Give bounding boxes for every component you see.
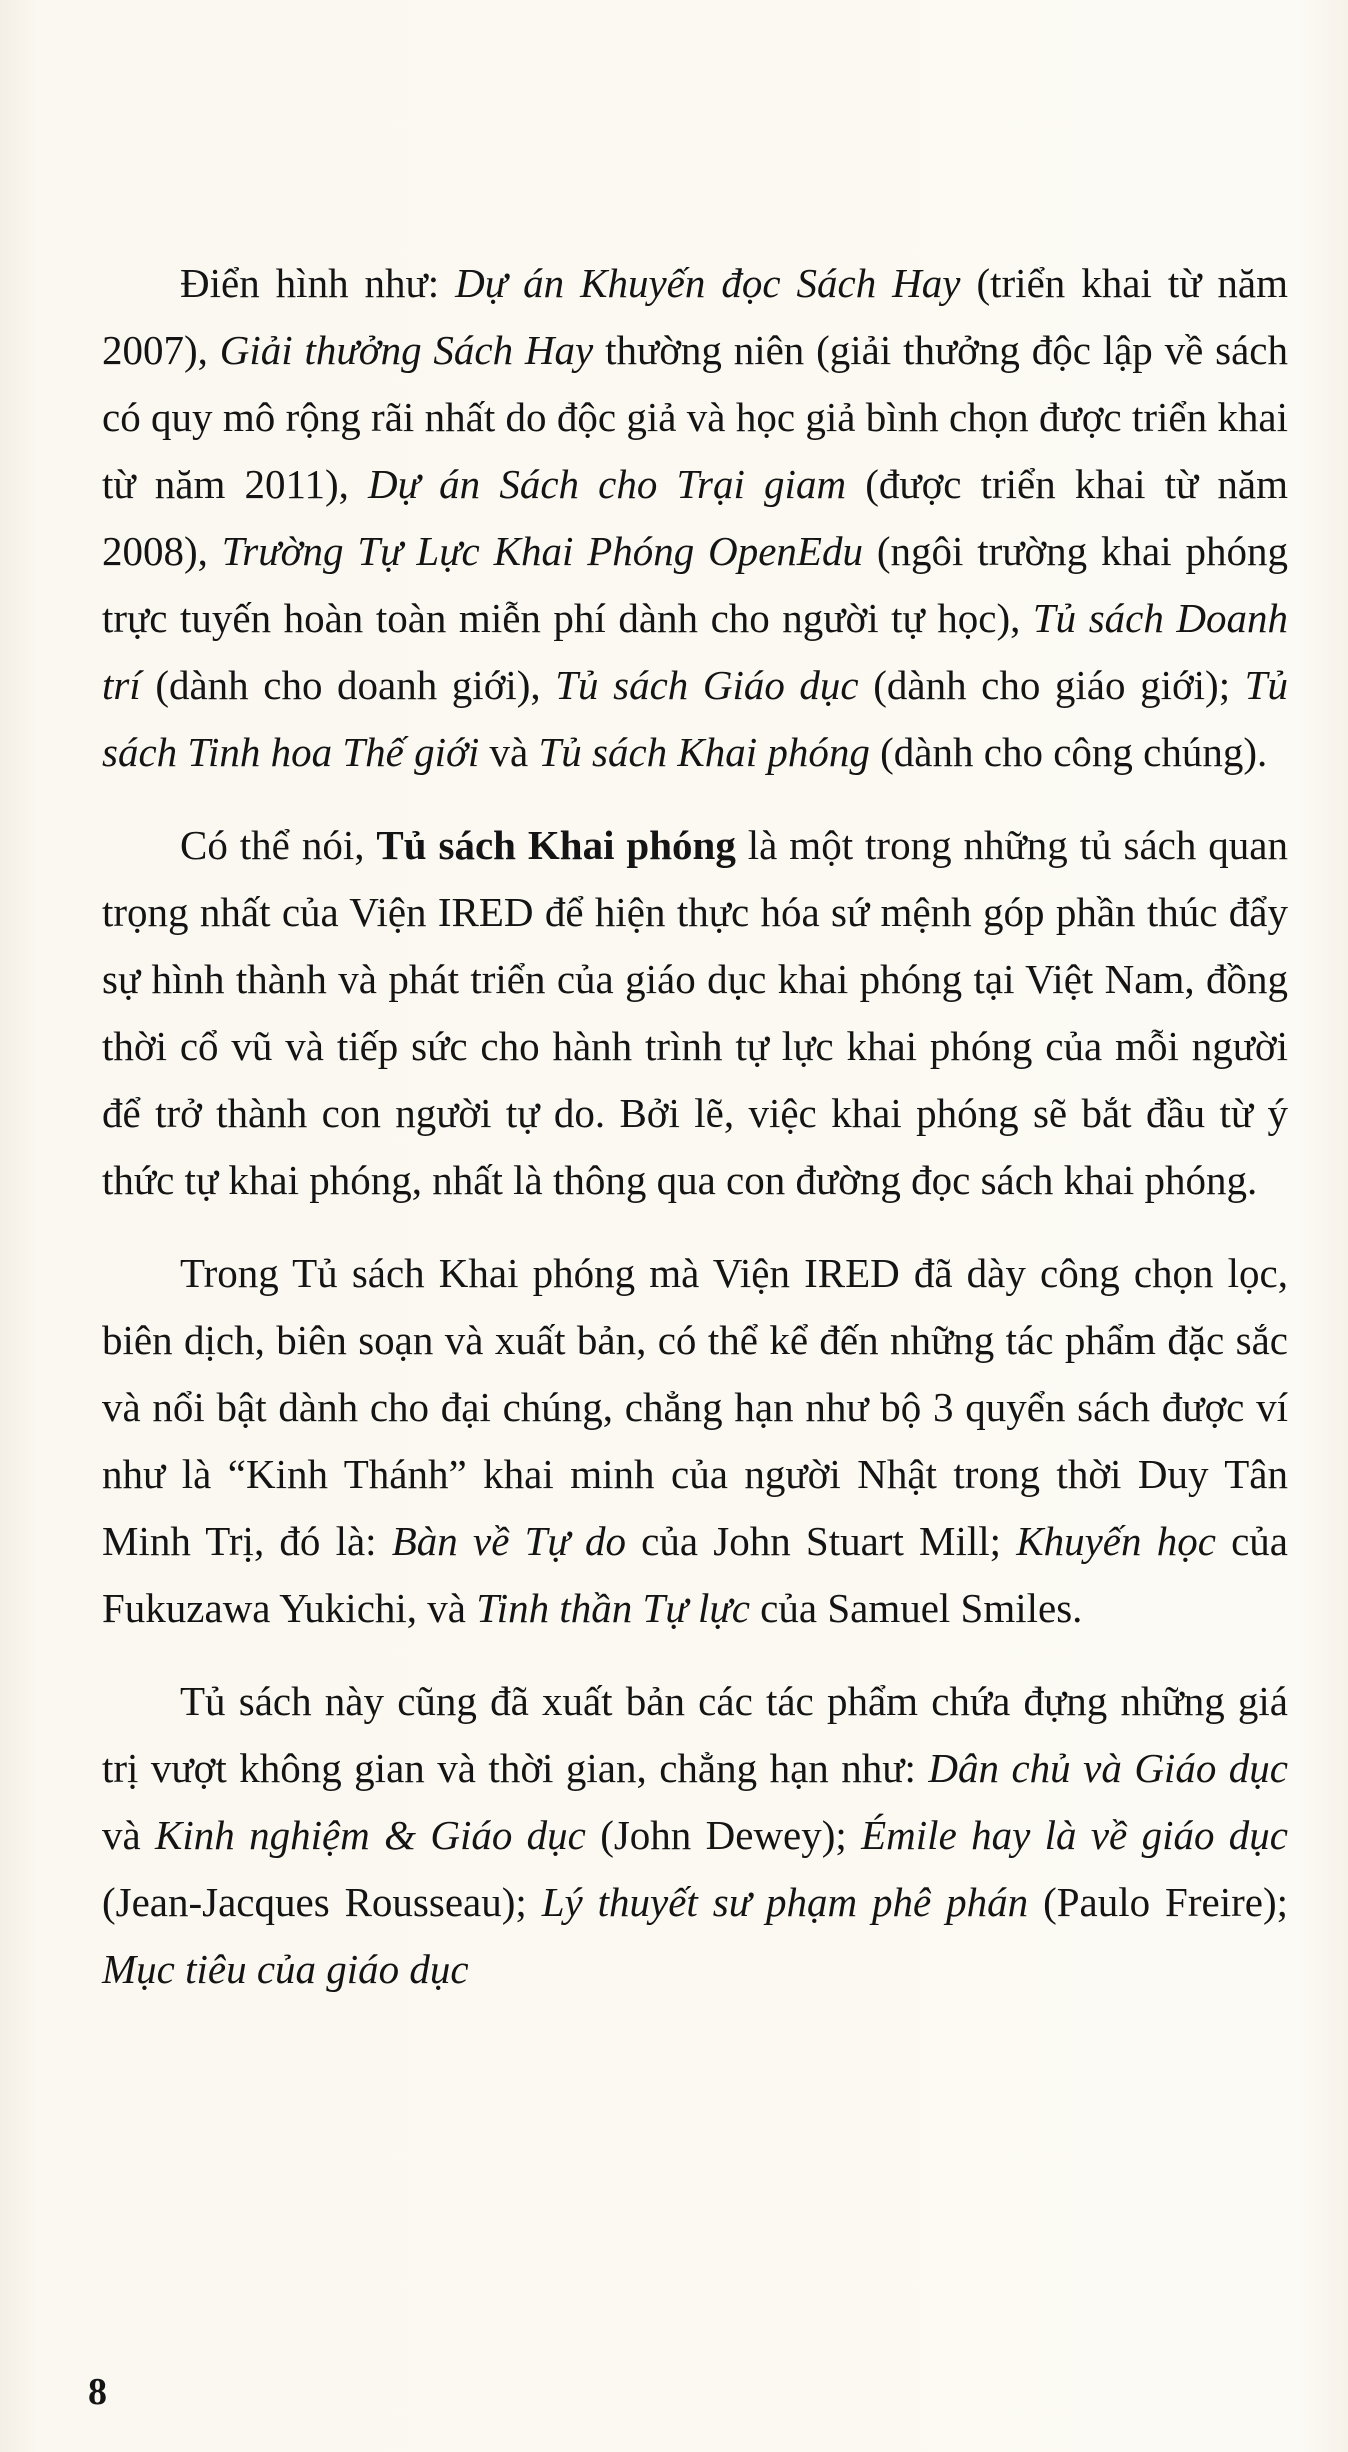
text-run: của Samuel Smiles. (749, 1585, 1083, 1631)
text-run: (ngôi trường khai phóng trực tuyến hoàn toàn miễn phí dành cho người tự học), (102, 528, 1288, 641)
text-run: Tủ sách Khai phóng (376, 822, 736, 868)
text-run: của Fukuzawa Yukichi, và (102, 1518, 1288, 1631)
paragraph-3 (102, 1240, 1288, 1642)
text-run: Tủ sách Tinh hoa Thế giới (102, 662, 1288, 775)
paragraph-4 (102, 1668, 1288, 2003)
text-run: Tinh thần Tự lực (476, 1585, 750, 1631)
text-run: (dành cho giáo giới); (858, 662, 1245, 708)
text-run: Tủ sách này cũng đã xuất bản các tác phẩm chứa đựng những giá trị vượt không gian và thời gian, chẳng hạn như: (102, 1678, 1288, 1791)
text-run: Lý thuyết sư phạm phê phán (541, 1879, 1029, 1925)
text-run: (dành cho công chúng). (869, 729, 1268, 775)
text-run: Émile hay là về giáo dục (861, 1812, 1288, 1858)
text-run: (dành cho doanh giới), (140, 662, 556, 708)
text-run: của John Stuart Mill; (625, 1518, 1017, 1564)
text-run: Khuyến học (1016, 1518, 1216, 1564)
text-run: Trong Tủ sách Khai phóng mà Viện IRED đã dày công chọn lọc, biên dịch, biên soạn và xuất bản, có thể kể đến những tác phẩm đặc sắc và nổi bật dành cho đại chúng, chẳng hạn như bộ 3 quyển sách được ví như là “Kinh Thánh” khai minh của người Nhật trong thời Duy Tân Minh Trị, đó là: (102, 1250, 1288, 1564)
text-run: Tủ sách Giáo dục (555, 662, 859, 708)
text-run: (Jean-Jacques Rousseau); (102, 1879, 542, 1925)
text-run: Kinh nghiệm & Giáo dục (155, 1812, 586, 1858)
text-run: (John Dewey); (585, 1812, 862, 1858)
text-run: Có thể nói, (180, 822, 377, 868)
text-run: Điển hình như: (180, 260, 456, 306)
text-run: (triển khai từ năm 2007), (102, 260, 1289, 373)
text-run: Bàn về Tự do (391, 1518, 626, 1564)
text-run: và (479, 729, 539, 775)
text-run: Dự án Sách cho Trại giam (368, 461, 847, 507)
paragraph-2 (102, 812, 1288, 1214)
text-run: Giải thưởng Sách Hay (219, 327, 594, 373)
body-text (102, 250, 1288, 2029)
text-run: là một trong những tủ sách quan trọng nhất của Viện IRED để hiện thực hóa sứ mệnh góp phần thúc đẩy sự hình thành và phát triển của giáo dục khai phóng tại Việt Nam, đồng thời cổ vũ và tiếp sức cho hành trình tự lực khai phóng của mỗi người để trở thành con người tự do. Bởi lẽ, việc khai phóng sẽ bắt đầu từ ý thức tự khai phóng, nhất là thông qua con đường đọc sách khai phóng. (102, 822, 1288, 1203)
text-run: thường niên (giải thưởng độc lập về sách có quy mô rộng rãi nhất do độc giả và học giả bình chọn được triển khai từ năm 2011), (102, 327, 1288, 507)
text-run: Dự án Khuyến đọc Sách Hay (455, 260, 961, 306)
paragraph-1 (102, 250, 1288, 786)
text-run: (Paulo Freire); (1028, 1879, 1288, 1925)
text-run: và (102, 1812, 156, 1858)
text-run: Trường Tự Lực Khai Phóng OpenEdu (221, 528, 863, 574)
text-run: Tủ sách Khai phóng (538, 729, 870, 775)
text-run: Dân chủ và Giáo dục (928, 1745, 1288, 1791)
text-run: Mục tiêu của giáo dục (102, 1946, 469, 1992)
text-run: (được triển khai từ năm 2008), (102, 461, 1288, 574)
page-number: 8 (88, 2371, 107, 2413)
text-run: Tủ sách Doanh trí (102, 595, 1288, 708)
